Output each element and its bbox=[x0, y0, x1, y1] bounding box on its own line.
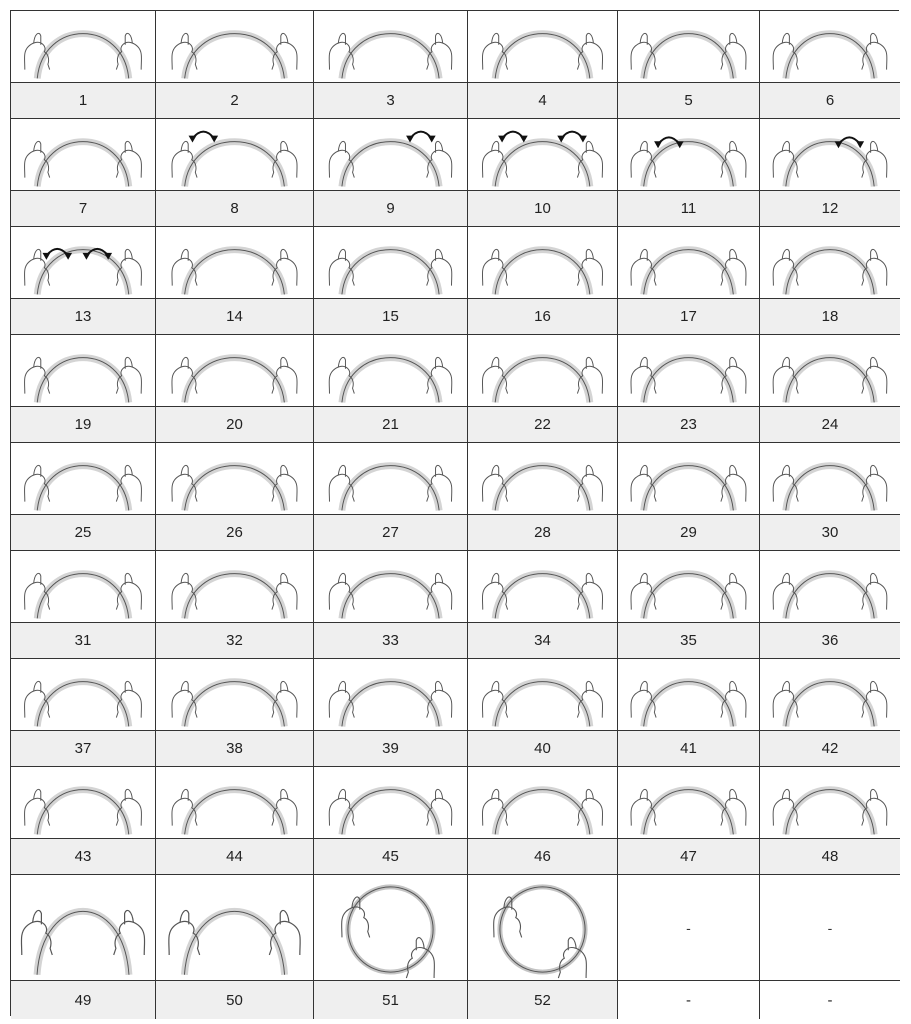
gesture-number-label: 50 bbox=[156, 981, 314, 1019]
empty-placeholder: - bbox=[827, 919, 833, 936]
gesture-sketch bbox=[468, 227, 617, 298]
steering-wheel-arc bbox=[786, 358, 874, 403]
gesture-table bbox=[10, 10, 899, 1016]
gesture-image-cell bbox=[760, 443, 900, 515]
gesture-sketch bbox=[156, 875, 313, 980]
gesture-number-label: 29 bbox=[618, 515, 760, 551]
gesture-sketch bbox=[314, 335, 467, 406]
gesture-sketch bbox=[468, 875, 617, 980]
steering-wheel-arc bbox=[342, 358, 439, 403]
gesture-number-label: 26 bbox=[156, 515, 314, 551]
steering-wheel-arc bbox=[185, 790, 285, 835]
gesture-sketch bbox=[11, 443, 155, 514]
gesture-number-label: 45 bbox=[314, 839, 468, 875]
steering-wheel-arc bbox=[342, 682, 439, 727]
steering-wheel-arc bbox=[342, 466, 439, 511]
steering-wheel-arc bbox=[37, 34, 129, 79]
gesture-number-label: 27 bbox=[314, 515, 468, 551]
gesture-sketch bbox=[468, 767, 617, 838]
gesture-sketch bbox=[760, 659, 900, 730]
gesture-sketch bbox=[468, 551, 617, 622]
steering-wheel-arc bbox=[644, 250, 734, 295]
steering-wheel-arc bbox=[37, 466, 129, 511]
gesture-number-label: 38 bbox=[156, 731, 314, 767]
gesture-image-cell bbox=[156, 767, 314, 839]
gesture-sketch bbox=[760, 227, 900, 298]
gesture-number-label: 36 bbox=[760, 623, 900, 659]
gesture-image-cell bbox=[11, 767, 156, 839]
steering-wheel-arc bbox=[37, 574, 129, 619]
gesture-sketch bbox=[468, 659, 617, 730]
steering-wheel-arc bbox=[495, 34, 590, 79]
gesture-image-cell bbox=[11, 11, 156, 83]
gesture-sketch bbox=[760, 551, 900, 622]
gesture-image-cell bbox=[11, 551, 156, 623]
steering-wheel-arc bbox=[644, 574, 734, 619]
gesture-sketch bbox=[618, 335, 759, 406]
steering-wheel-arc bbox=[495, 358, 590, 403]
gesture-image-cell bbox=[314, 767, 468, 839]
gesture-number-label: 33 bbox=[314, 623, 468, 659]
gesture-number-label: 18 bbox=[760, 299, 900, 335]
gesture-number-label: 20 bbox=[156, 407, 314, 443]
gesture-image-cell bbox=[468, 227, 618, 299]
gesture-number-label: 3 bbox=[314, 83, 468, 119]
gesture-number-label: 34 bbox=[468, 623, 618, 659]
steering-wheel-arc bbox=[786, 142, 874, 187]
gesture-image-cell bbox=[156, 659, 314, 731]
steering-wheel-arc bbox=[185, 34, 285, 79]
gesture-image-cell bbox=[314, 875, 468, 981]
gesture-number-label: 11 bbox=[618, 191, 760, 227]
gesture-image-cell bbox=[618, 227, 760, 299]
gesture-sketch bbox=[468, 119, 617, 190]
gesture-number-label: 19 bbox=[11, 407, 156, 443]
gesture-image-cell bbox=[156, 11, 314, 83]
gesture-number-label: 30 bbox=[760, 515, 900, 551]
gesture-sketch bbox=[314, 659, 467, 730]
gesture-number-label: 43 bbox=[11, 839, 156, 875]
steering-wheel-arc bbox=[342, 790, 439, 835]
gesture-number-label: 4 bbox=[468, 83, 618, 119]
gesture-sketch bbox=[156, 443, 313, 514]
steering-wheel-arc bbox=[37, 682, 129, 727]
gesture-sketch bbox=[314, 227, 467, 298]
gesture-image-cell bbox=[156, 335, 314, 407]
steering-wheel-arc bbox=[495, 574, 590, 619]
gesture-sketch bbox=[618, 659, 759, 730]
steering-wheel-arc bbox=[37, 142, 129, 187]
gesture-image-cell bbox=[468, 659, 618, 731]
gesture-image-cell bbox=[468, 551, 618, 623]
gesture-image-cell bbox=[11, 875, 156, 981]
gesture-number-label: 16 bbox=[468, 299, 618, 335]
gesture-number-label: 22 bbox=[468, 407, 618, 443]
gesture-number-label: 49 bbox=[11, 981, 156, 1019]
steering-wheel-arc bbox=[644, 142, 734, 187]
gesture-image-cell bbox=[314, 119, 468, 191]
gesture-image-cell bbox=[760, 11, 900, 83]
gesture-number-label: 48 bbox=[760, 839, 900, 875]
steering-wheel-arc bbox=[185, 466, 285, 511]
gesture-image-cell bbox=[468, 767, 618, 839]
gesture-image-cell bbox=[760, 875, 900, 981]
gesture-number-label: 15 bbox=[314, 299, 468, 335]
rotate-arrow-icon bbox=[557, 132, 587, 143]
gesture-image-cell bbox=[468, 443, 618, 515]
gesture-number-label: 28 bbox=[468, 515, 618, 551]
gesture-image-cell bbox=[156, 551, 314, 623]
gesture-image-cell bbox=[314, 659, 468, 731]
gesture-sketch bbox=[11, 119, 155, 190]
steering-wheel-arc bbox=[37, 358, 129, 403]
gesture-sketch bbox=[618, 767, 759, 838]
gesture-sketch bbox=[314, 11, 467, 82]
steering-wheel-arc bbox=[495, 682, 590, 727]
gesture-image-cell bbox=[156, 443, 314, 515]
gesture-image-cell bbox=[618, 119, 760, 191]
gesture-image-cell bbox=[468, 11, 618, 83]
steering-wheel-arc bbox=[37, 250, 129, 295]
steering-wheel-arc bbox=[786, 466, 874, 511]
steering-wheel-arc bbox=[644, 358, 734, 403]
gesture-sketch bbox=[760, 335, 900, 406]
gesture-number-label: 1 bbox=[11, 83, 156, 119]
gesture-image-cell bbox=[760, 767, 900, 839]
gesture-sketch bbox=[760, 443, 900, 514]
steering-wheel-arc bbox=[495, 790, 590, 835]
gesture-number-label: 32 bbox=[156, 623, 314, 659]
gesture-image-cell bbox=[11, 119, 156, 191]
gesture-image-cell bbox=[618, 11, 760, 83]
gesture-sketch bbox=[468, 443, 617, 514]
gesture-sketch bbox=[618, 119, 759, 190]
steering-wheel-arc bbox=[786, 790, 874, 835]
gesture-sketch bbox=[156, 551, 313, 622]
gesture-image-cell bbox=[760, 335, 900, 407]
gesture-image-cell bbox=[618, 875, 760, 981]
gesture-number-label: 9 bbox=[314, 191, 468, 227]
gesture-number-label: 5 bbox=[618, 83, 760, 119]
gesture-sketch bbox=[618, 551, 759, 622]
gesture-number-label: 51 bbox=[314, 981, 468, 1019]
gesture-image-cell bbox=[618, 335, 760, 407]
steering-wheel-arc bbox=[786, 250, 874, 295]
gesture-number-label: - bbox=[760, 981, 900, 1019]
gesture-image-cell bbox=[11, 227, 156, 299]
gesture-image-cell bbox=[156, 119, 314, 191]
gesture-number-label: 13 bbox=[11, 299, 156, 335]
steering-wheel-arc bbox=[786, 574, 874, 619]
gesture-image-cell bbox=[760, 551, 900, 623]
gesture-sketch bbox=[314, 875, 467, 980]
gesture-image-cell bbox=[618, 659, 760, 731]
rotate-arrow-icon bbox=[406, 132, 436, 143]
gesture-sketch bbox=[156, 335, 313, 406]
gesture-sketch bbox=[760, 11, 900, 82]
gesture-sketch bbox=[156, 119, 313, 190]
gesture-image-cell bbox=[618, 551, 760, 623]
gesture-sketch bbox=[618, 227, 759, 298]
steering-wheel-arc bbox=[342, 142, 439, 187]
rotate-arrow-icon bbox=[498, 132, 528, 143]
gesture-image-cell bbox=[314, 443, 468, 515]
gesture-sketch bbox=[156, 767, 313, 838]
gesture-sketch bbox=[468, 335, 617, 406]
steering-wheel-arc bbox=[644, 34, 734, 79]
gesture-sketch bbox=[156, 11, 313, 82]
steering-wheel-arc bbox=[184, 911, 284, 974]
steering-wheel-arc bbox=[185, 574, 285, 619]
steering-wheel-arc bbox=[786, 682, 874, 727]
gesture-image-cell bbox=[468, 119, 618, 191]
steering-wheel-arc bbox=[644, 466, 734, 511]
gesture-number-label: 25 bbox=[11, 515, 156, 551]
gesture-number-label: 14 bbox=[156, 299, 314, 335]
gesture-sketch bbox=[156, 227, 313, 298]
gesture-number-label: 39 bbox=[314, 731, 468, 767]
gesture-number-label: 12 bbox=[760, 191, 900, 227]
gesture-image-cell bbox=[760, 227, 900, 299]
gesture-image-cell bbox=[11, 659, 156, 731]
gesture-sketch bbox=[314, 767, 467, 838]
gesture-image-cell bbox=[468, 335, 618, 407]
steering-wheel-arc bbox=[185, 142, 285, 187]
gesture-image-cell bbox=[618, 443, 760, 515]
gesture-number-label: 2 bbox=[156, 83, 314, 119]
gesture-number-label: 46 bbox=[468, 839, 618, 875]
steering-wheel-arc bbox=[342, 574, 439, 619]
steering-wheel-arc bbox=[495, 142, 590, 187]
gesture-sketch bbox=[618, 443, 759, 514]
steering-wheel-arc bbox=[342, 34, 439, 79]
gesture-image-cell bbox=[156, 875, 314, 981]
gesture-sketch bbox=[11, 659, 155, 730]
gesture-number-label: 37 bbox=[11, 731, 156, 767]
gesture-number-label: 17 bbox=[618, 299, 760, 335]
steering-wheel-arc bbox=[185, 358, 285, 403]
empty-placeholder: - bbox=[686, 919, 691, 936]
steering-wheel-arc bbox=[644, 682, 734, 727]
gesture-number-label: 7 bbox=[11, 191, 156, 227]
steering-wheel-arc bbox=[37, 790, 129, 835]
gesture-sketch bbox=[156, 659, 313, 730]
gesture-number-label: 35 bbox=[618, 623, 760, 659]
gesture-number-label: 41 bbox=[618, 731, 760, 767]
gesture-sketch bbox=[468, 11, 617, 82]
gesture-number-label: 52 bbox=[468, 981, 618, 1019]
gesture-number-label: 10 bbox=[468, 191, 618, 227]
gesture-image-cell bbox=[156, 227, 314, 299]
gesture-image-cell bbox=[11, 335, 156, 407]
gesture-number-label: 6 bbox=[760, 83, 900, 119]
gesture-number-label: 47 bbox=[618, 839, 760, 875]
gesture-sketch bbox=[11, 227, 155, 298]
steering-wheel-arc bbox=[495, 250, 590, 295]
gesture-sketch bbox=[11, 335, 155, 406]
gesture-sketch bbox=[314, 551, 467, 622]
gesture-number-label: - bbox=[618, 981, 760, 1019]
steering-wheel-arc bbox=[342, 250, 439, 295]
gesture-image-cell bbox=[11, 443, 156, 515]
gesture-image-cell bbox=[314, 227, 468, 299]
gesture-number-label: 44 bbox=[156, 839, 314, 875]
gesture-sketch bbox=[314, 119, 467, 190]
gesture-number-label: 23 bbox=[618, 407, 760, 443]
gesture-image-cell bbox=[618, 767, 760, 839]
gesture-number-label: 42 bbox=[760, 731, 900, 767]
steering-wheel-arc bbox=[644, 790, 734, 835]
gesture-image-cell bbox=[760, 659, 900, 731]
gesture-sketch bbox=[314, 443, 467, 514]
gesture-number-label: 8 bbox=[156, 191, 314, 227]
steering-wheel-arc bbox=[786, 34, 874, 79]
gesture-sketch bbox=[760, 767, 900, 838]
gesture-number-label: 40 bbox=[468, 731, 618, 767]
gesture-sketch bbox=[618, 11, 759, 82]
gesture-number-label: 31 bbox=[11, 623, 156, 659]
gesture-sketch bbox=[11, 551, 155, 622]
gesture-image-cell bbox=[314, 11, 468, 83]
gesture-image-cell bbox=[468, 875, 618, 981]
gesture-number-label: 24 bbox=[760, 407, 900, 443]
gesture-sketch bbox=[11, 875, 155, 980]
gesture-number-label: 21 bbox=[314, 407, 468, 443]
steering-wheel-arc bbox=[495, 466, 590, 511]
rotate-arrow-icon bbox=[189, 132, 219, 143]
gesture-image-cell bbox=[314, 551, 468, 623]
gesture-sketch bbox=[760, 119, 900, 190]
steering-wheel-arc bbox=[185, 682, 285, 727]
gesture-image-cell bbox=[314, 335, 468, 407]
steering-wheel-arc bbox=[185, 250, 285, 295]
gesture-image-cell bbox=[760, 119, 900, 191]
gesture-sketch bbox=[11, 767, 155, 838]
gesture-sketch bbox=[11, 11, 155, 82]
